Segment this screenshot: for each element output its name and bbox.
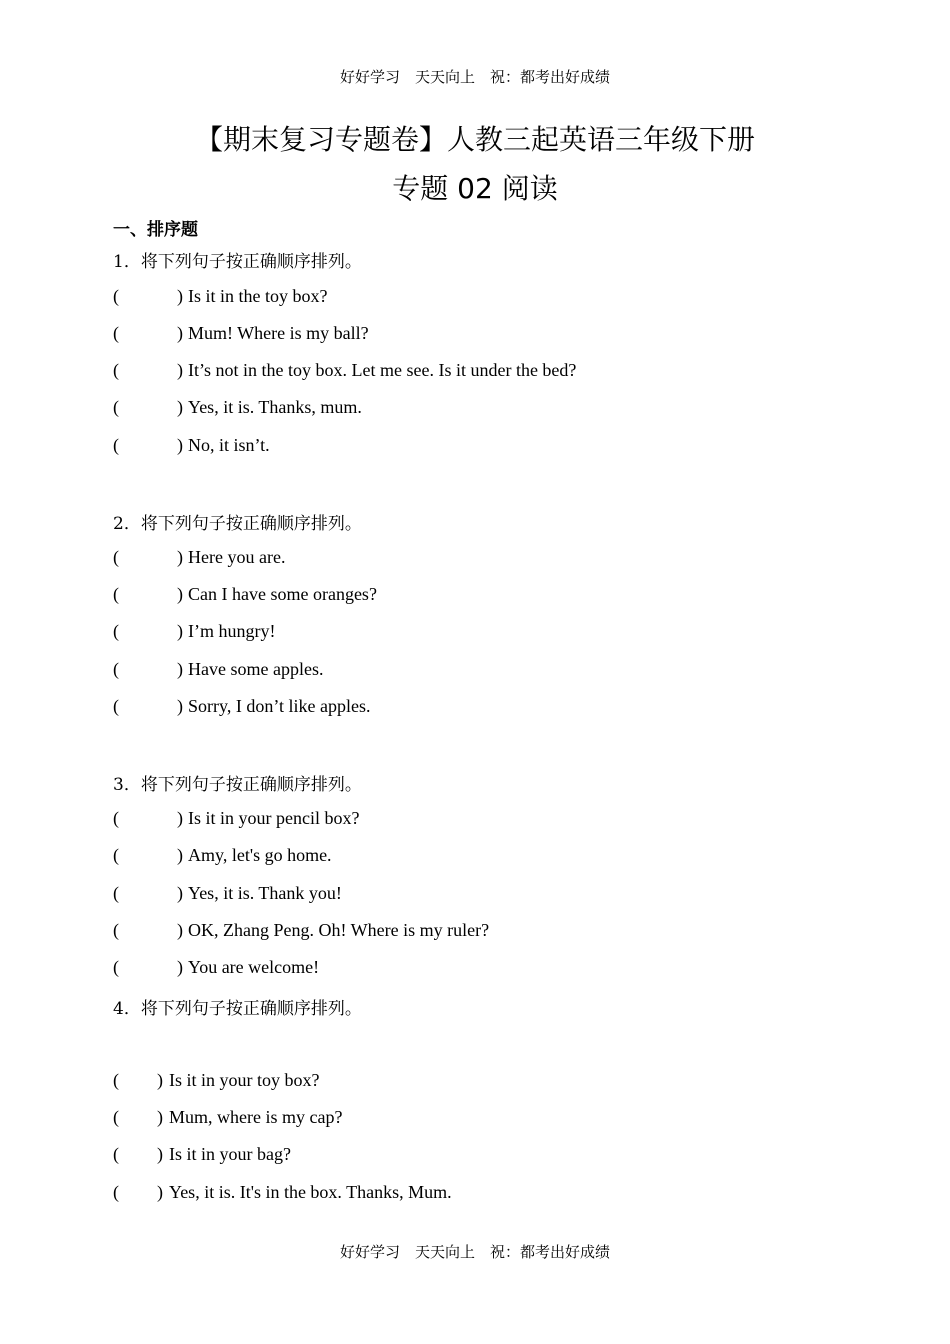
answer-blank-open[interactable]: ( [113,883,119,903]
answer-blank-open[interactable]: ( [113,1070,119,1090]
sentence-text: Mum, where is my cap? [169,1107,343,1127]
sentence-text: Is it in your pencil box? [188,808,360,828]
question-4-item: ( ) Is it in your bag? [113,1144,291,1164]
sentence-text: No, it isn’t. [188,435,270,455]
sentence-text: Yes, it is. Thanks, mum. [188,397,362,417]
document-subtitle: 专题 02 阅读 [392,172,558,205]
answer-blank-open[interactable]: ( [113,845,119,865]
answer-blank-open[interactable]: ( [113,286,119,306]
answer-blank-open[interactable]: ( [113,1107,119,1127]
answer-blank-open[interactable]: ( [113,621,119,641]
sentence-text: You are welcome! [188,957,320,977]
sentence-text: Have some apples. [188,659,324,679]
answer-blank-open[interactable]: ( [113,1182,119,1202]
question-4-item: ( ) Yes, it is. It's in the box. Thanks, Mum. [113,1182,452,1202]
question-2-item: ( ) Here you are. [113,547,286,567]
question-2-item: ( ) I’m hungry! [113,621,276,641]
sentence-text: Is it in your toy box? [169,1070,320,1090]
page-footer: 好好学习 天天向上 祝：都考出好成绩 [339,1243,610,1261]
answer-blank-open[interactable]: ( [113,397,119,417]
sentence-text: Is it in your bag? [169,1144,291,1164]
sentence-text: Yes, it is. It's in the box. Thanks, Mum. [169,1182,452,1202]
answer-blank-open[interactable]: ( [113,547,119,567]
answer-blank-open[interactable]: ( [113,659,119,679]
section-heading: 一、排序题 [113,220,198,240]
question-1-item: ( ) Mum! Where is my ball? [113,323,369,343]
sentence-text: Can I have some oranges? [188,584,377,604]
answer-blank-open[interactable]: ( [113,808,119,828]
answer-blank-open[interactable]: ( [113,957,119,977]
sentence-text: Yes, it is. Thank you! [188,883,342,903]
question-1-item: ( ) No, it isn’t. [113,435,270,455]
question-1-item: ( ) Is it in the toy box? [113,286,328,306]
answer-blank-open[interactable]: ( [113,696,119,716]
question-3-item: ( ) You are welcome! [113,957,320,977]
document-title: 【期末复习专题卷】人教三起英语三年级下册 [194,123,755,156]
sentence-text: OK, Zhang Peng. Oh! Where is my ruler? [188,920,490,940]
question-4-item: ( ) Mum, where is my cap? [113,1107,343,1127]
sentence-text: Mum! Where is my ball? [188,323,369,343]
sentence-text: Here you are. [188,547,286,567]
answer-blank-open[interactable]: ( [113,1144,119,1164]
question-4-prompt: 4．将下列句子按正确顺序排列。 [113,999,362,1019]
sentence-text: I’m hungry! [188,621,276,641]
page-header: 好好学习 天天向上 祝：都考出好成绩 [339,68,610,86]
question-2-item: ( ) Sorry, I don’t like apples. [113,696,371,716]
question-3-item: ( ) Amy, let's go home. [113,845,332,865]
answer-blank-open[interactable]: ( [113,435,119,455]
question-2-prompt: 2．将下列句子按正确顺序排列。 [113,514,362,534]
answer-blank-open[interactable]: ( [113,584,119,604]
sentence-text: Sorry, I don’t like apples. [188,696,371,716]
question-3-item: ( ) Yes, it is. Thank you! [113,883,342,903]
question-1-item: ( ) Yes, it is. Thanks, mum. [113,397,362,417]
sentence-text: It’s not in the toy box. Let me see. Is it under the bed? [188,360,577,380]
question-2-item: ( ) Can I have some oranges? [113,584,377,604]
sentence-text: Amy, let's go home. [188,845,332,865]
answer-blank-open[interactable]: ( [113,323,119,343]
sentence-text: Is it in the toy box? [188,286,328,306]
answer-blank-open[interactable]: ( [113,360,119,380]
question-1-prompt: 1．将下列句子按正确顺序排列。 [113,252,362,272]
question-2-item: ( ) Have some apples. [113,659,324,679]
question-1-item: ( ) It’s not in the toy box. Let me see. Is it under the bed? [113,360,577,380]
question-3-item: ( ) Is it in your pencil box? [113,808,360,828]
question-3-prompt: 3．将下列句子按正确顺序排列。 [113,775,362,795]
question-3-item: ( ) OK, Zhang Peng. Oh! Where is my ruler? [113,920,490,940]
answer-blank-open[interactable]: ( [113,920,119,940]
question-4-item: ( ) Is it in your toy box? [113,1070,320,1090]
